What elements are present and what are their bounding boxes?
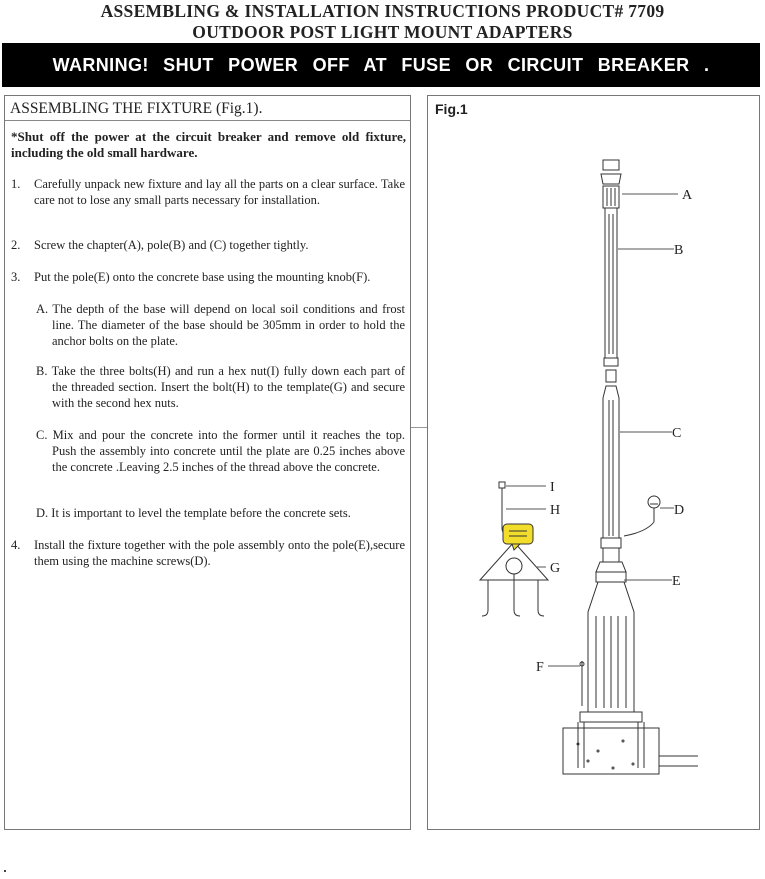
- mounting-knob-part-f: [580, 661, 584, 706]
- concrete-base: [563, 722, 698, 774]
- intro-note: *Shut off the power at the circuit breaker and remove old fixture, including the old small hardware.: [11, 129, 406, 160]
- step-text: Install the fixture together with the pole assembly onto the pole(E),secure them using the machine screws(D).: [34, 538, 405, 568]
- label-f: F: [536, 660, 544, 675]
- step-text: Put the pole(E) onto the concrete base using the mounting knob(F).: [34, 270, 371, 284]
- chapter-part-a: [601, 160, 621, 208]
- step-2: [11, 237, 405, 253]
- figure-panel: [427, 95, 760, 830]
- machine-screw-part-d: [624, 496, 660, 536]
- substep-text: B. Take the three bolts(H) and run a hex nut(I) fully down each part of the threaded section. Insert the bolt(H) to the template(G) and secure with the second hex nuts.: [36, 364, 405, 410]
- label-i: I: [550, 480, 555, 495]
- figure-label: Fig.1: [435, 101, 468, 117]
- label-a: A: [682, 188, 693, 203]
- instructions-panel: [4, 95, 411, 830]
- instructions-heading-bar: [5, 96, 410, 121]
- document-subtitle: OUTDOOR POST LIGHT MOUNT ADAPTERS: [192, 22, 573, 42]
- step-number: 1.: [11, 177, 21, 191]
- hex-nut-part-i: [499, 482, 505, 488]
- label-g: G: [550, 561, 561, 576]
- post-light-diagram: [428, 96, 759, 829]
- step-number: 3.: [11, 270, 21, 284]
- label-e: E: [672, 574, 681, 589]
- substep-c: [36, 427, 405, 475]
- label-d: D: [674, 503, 685, 518]
- step-3: [11, 269, 405, 285]
- note-bubble-icon: [503, 524, 533, 550]
- pole-part-c: [601, 386, 621, 548]
- document-title: ASSEMBLING & INSTALLATION INSTRUCTIONS PRODUCT# 7709: [100, 1, 665, 21]
- warning-banner: [2, 43, 760, 87]
- step-number: 2.: [11, 238, 21, 252]
- step-4: [11, 537, 405, 569]
- label-c: C: [672, 426, 682, 441]
- step-text: Screw the chapter(A), pole(B) and (C) together tightly.: [34, 238, 309, 252]
- step-1: [11, 176, 405, 208]
- substep-a: [36, 301, 405, 349]
- substep-text: A. The depth of the base will depend on local soil conditions and frost line. The diameter of the base should be 305mm in order to hold the anchor bolts on the plate.: [36, 302, 405, 348]
- divider-tick: [411, 427, 427, 428]
- substep-text: D. It is important to level the template before the concrete sets.: [36, 506, 351, 520]
- substep-d: [36, 505, 405, 521]
- step-text: Carefully unpack new fixture and lay all the parts on a clear surface. Take care not to lose any small parts necessary for installation.: [34, 177, 405, 207]
- page-mark: [4, 870, 6, 872]
- pole-base-part-e: [580, 548, 642, 722]
- pole-part-b: [604, 208, 618, 382]
- label-b: B: [674, 243, 684, 258]
- substep-text: C. Mix and pour the concrete into the former until it reaches the top. Push the assembly into concrete until the plate are 0.25 inches above the concrete .Leaving 2.5 inches of the thread above the concrete.: [36, 428, 405, 474]
- step-number: 4.: [11, 538, 21, 552]
- warning-text: WARNING! SHUT POWER OFF AT FUSE OR CIRCUIT BREAKER .: [52, 54, 710, 75]
- instructions-heading: ASSEMBLING THE FIXTURE (Fig.1).: [10, 100, 263, 117]
- substep-b: [36, 363, 405, 411]
- label-h: H: [550, 503, 561, 518]
